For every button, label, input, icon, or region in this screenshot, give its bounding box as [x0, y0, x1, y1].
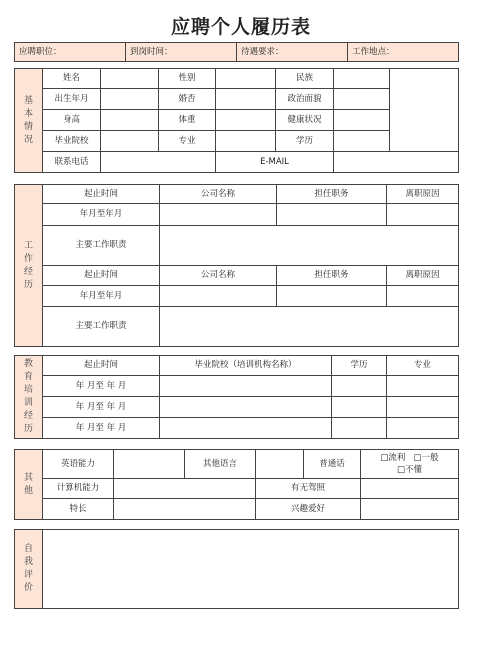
work2-reason-field[interactable] [387, 286, 459, 307]
label-marital: 婚否 [159, 89, 216, 110]
label-email: E-MAIL [216, 152, 334, 173]
apply-arrival-time[interactable]: 到岗时间： [126, 43, 237, 62]
label-phone: 联系电话 [43, 152, 101, 173]
section-education: 教育培训经历 [15, 356, 43, 439]
edu1-degree-field[interactable] [332, 376, 387, 397]
edu3-period: 年 月至 年 月 [43, 418, 160, 439]
label-name: 姓名 [43, 69, 101, 89]
edu3-major-field[interactable] [387, 418, 459, 439]
work1-company-field[interactable] [160, 204, 277, 226]
edu2-school-field[interactable] [160, 397, 332, 418]
field-political[interactable] [334, 89, 390, 110]
edu-header-period: 起止时间 [43, 356, 160, 376]
label-hobby: 兴趣爱好 [256, 499, 361, 520]
work2-period: 年月至年月 [43, 286, 160, 307]
field-english[interactable] [114, 450, 185, 479]
work2-header-position: 担任职务 [277, 266, 387, 286]
other-table [14, 449, 459, 520]
work2-position-field[interactable] [277, 286, 387, 307]
edu3-school-field[interactable] [160, 418, 332, 439]
work1-header-company: 公司名称 [160, 185, 277, 204]
label-major: 专业 [159, 131, 216, 152]
field-health[interactable] [334, 110, 390, 131]
edu-table [14, 355, 459, 439]
edu-header-degree: 学历 [332, 356, 387, 376]
label-other-lang: 其他语言 [185, 450, 256, 479]
field-school[interactable] [101, 131, 159, 152]
work2-duty-label: 主要工作职责 [43, 307, 160, 347]
edu2-degree-field[interactable] [332, 397, 387, 418]
label-ethnicity: 民族 [276, 69, 334, 89]
section-basic: 基本情况 [15, 69, 43, 173]
apply-position[interactable]: 应聘职位： [15, 43, 126, 62]
field-degree[interactable] [334, 131, 390, 152]
field-name[interactable] [101, 69, 159, 89]
apply-salary[interactable]: 待遇要求： [237, 43, 348, 62]
field-height[interactable] [101, 110, 159, 131]
apply-location[interactable]: 工作地点： [348, 43, 459, 62]
field-computer[interactable] [114, 479, 256, 499]
label-computer: 计算机能力 [43, 479, 114, 499]
basic-table [14, 68, 459, 173]
label-political: 政治面貌 [276, 89, 334, 110]
field-marital[interactable] [216, 89, 276, 110]
edu1-period: 年 月至 年 月 [43, 376, 160, 397]
work-table [14, 184, 459, 347]
field-major[interactable] [216, 131, 276, 152]
field-specialty[interactable] [114, 499, 256, 520]
label-school: 毕业院校 [43, 131, 101, 152]
self-table [14, 529, 459, 609]
work1-header-reason: 离职原因 [387, 185, 459, 204]
work1-duty-field[interactable] [160, 226, 459, 266]
field-weight[interactable] [216, 110, 276, 131]
edu3-degree-field[interactable] [332, 418, 387, 439]
label-height: 身高 [43, 110, 101, 131]
mandarin-option-normal[interactable]: □一般 [413, 453, 439, 463]
edu1-major-field[interactable] [387, 376, 459, 397]
mandarin-option-none[interactable]: □不懂 [396, 465, 423, 475]
mandarin-options [361, 450, 459, 479]
mandarin-option-fluent[interactable]: □流利 [380, 453, 406, 463]
label-birth: 出生年月 [43, 89, 101, 110]
work2-header-reason: 离职原因 [387, 266, 459, 286]
section-self-evaluation: 自我评价 [15, 530, 43, 609]
field-birth[interactable] [101, 89, 159, 110]
section-work: 工作经历 [15, 185, 43, 347]
label-health: 健康状况 [276, 110, 334, 131]
apply-table [14, 42, 459, 62]
work2-duty-field[interactable] [160, 307, 459, 347]
label-degree: 学历 [276, 131, 334, 152]
work1-header-position: 担任职务 [277, 185, 387, 204]
edu1-school-field[interactable] [160, 376, 332, 397]
field-email[interactable] [334, 152, 459, 173]
work1-duty-label: 主要工作职责 [43, 226, 160, 266]
label-mandarin: 普通话 [304, 450, 361, 479]
field-phone[interactable] [101, 152, 216, 173]
photo-box[interactable] [390, 69, 459, 152]
label-certificate: 有无驾照 [256, 479, 361, 499]
edu2-period: 年 月至 年 月 [43, 397, 160, 418]
label-specialty: 特长 [43, 499, 114, 520]
edu-header-major: 专业 [387, 356, 459, 376]
field-hobby[interactable] [361, 499, 459, 520]
work2-header-period: 起止时间 [43, 266, 160, 286]
label-weight: 体重 [159, 110, 216, 131]
work2-header-company: 公司名称 [160, 266, 277, 286]
work1-position-field[interactable] [277, 204, 387, 226]
work2-company-field[interactable] [160, 286, 277, 307]
field-certificate[interactable] [361, 479, 459, 499]
field-gender[interactable] [216, 69, 276, 89]
edu-header-school: 毕业院校（培训机构名称） [160, 356, 332, 376]
work1-reason-field[interactable] [387, 204, 459, 226]
field-other-lang[interactable] [256, 450, 304, 479]
edu2-major-field[interactable] [387, 397, 459, 418]
section-other: 其他 [15, 450, 43, 520]
work1-period: 年月至年月 [43, 204, 160, 226]
field-self-evaluation[interactable] [43, 530, 459, 609]
label-gender: 性别 [159, 69, 216, 89]
page-title: 应聘个人履历表 [170, 16, 311, 38]
field-ethnicity[interactable] [334, 69, 390, 89]
label-english: 英语能力 [43, 450, 114, 479]
work1-header-period: 起止时间 [43, 185, 160, 204]
